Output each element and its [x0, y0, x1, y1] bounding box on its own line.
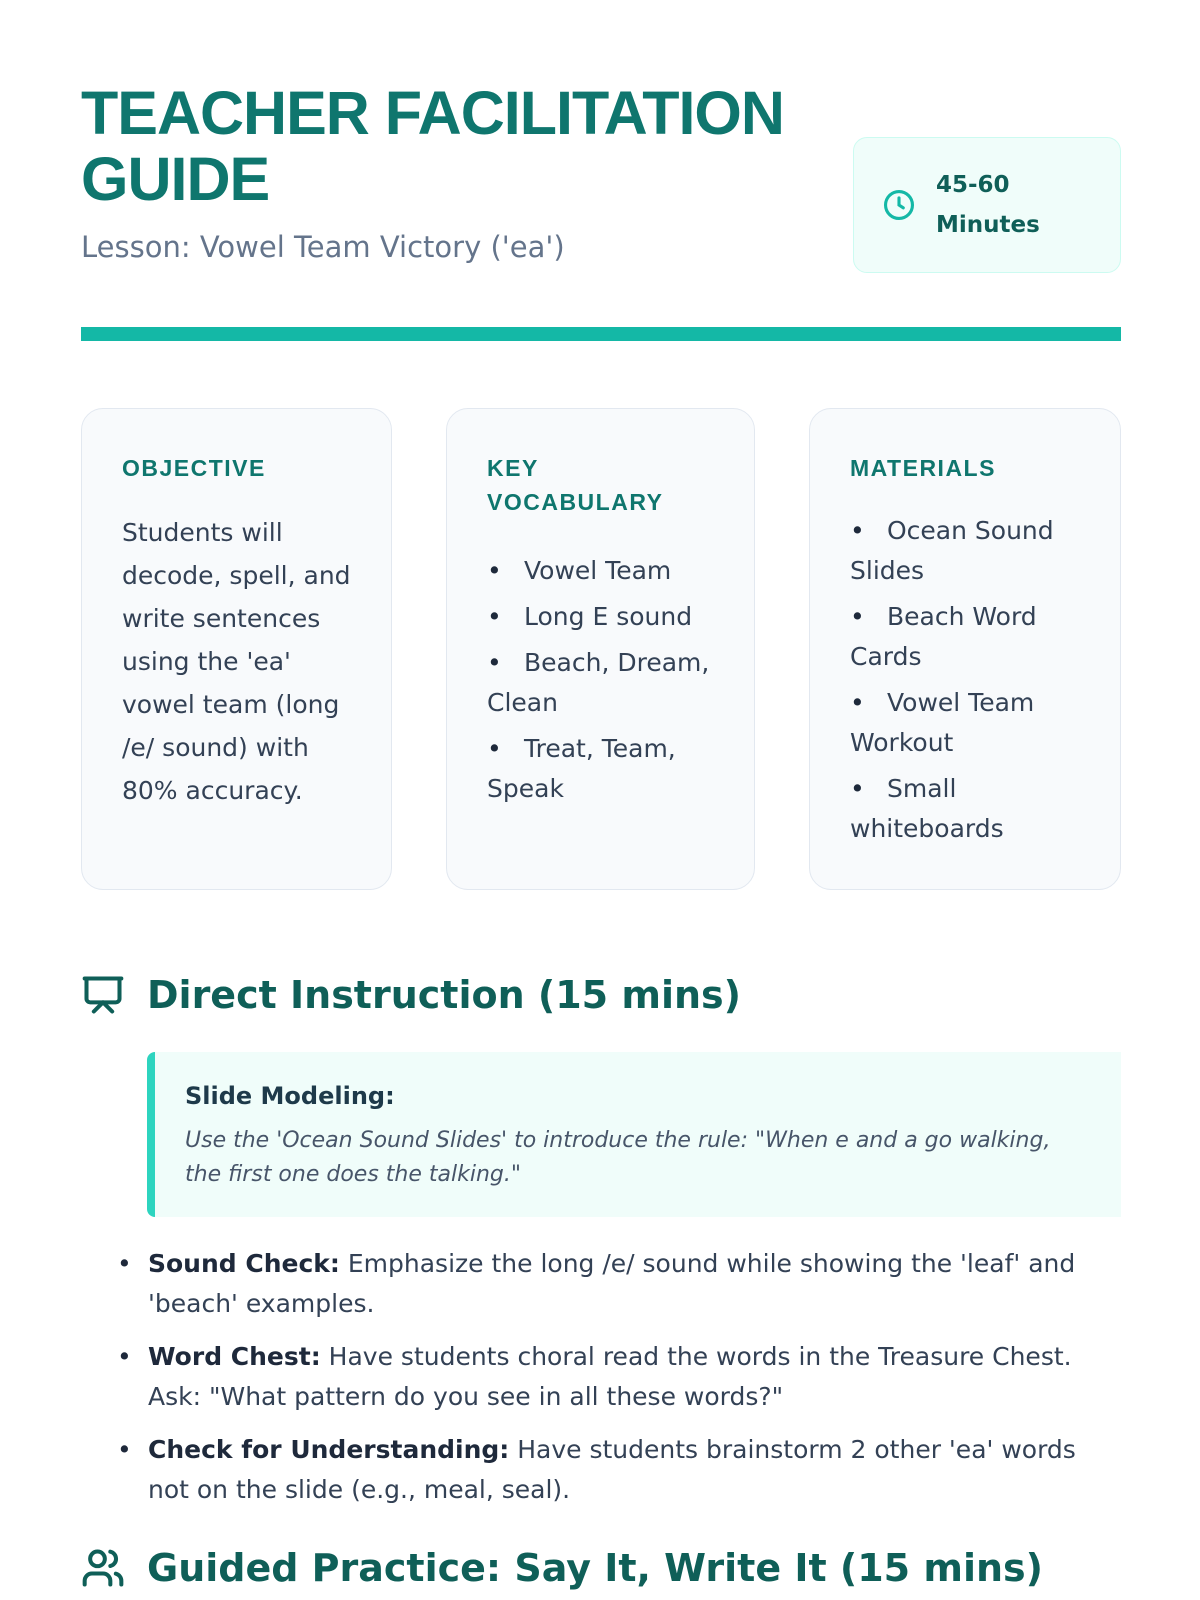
- header-divider: [81, 327, 1121, 341]
- list-item: • Beach Word Cards: [850, 597, 1082, 677]
- list-item: [117, 1430, 1121, 1510]
- step-text: Have students choral read the words in the Treasure Chest. Ask: "What pattern do you see in all these words?": [148, 1342, 1072, 1411]
- list-item: • Long E sound: [487, 597, 716, 637]
- step-label: Sound Check:: [148, 1249, 340, 1278]
- step-label: Word Chest:: [148, 1342, 321, 1371]
- overview-cards: [81, 408, 1121, 890]
- vocabulary-card: [446, 408, 755, 890]
- objective-text: Students will decode, spell, and write sentences using the 'ea' vowel team (long /e/ sound) with 80% accuracy.: [122, 518, 351, 805]
- list-item: [117, 1337, 1121, 1417]
- list-item: • Vowel Team: [487, 551, 716, 591]
- objective-card: [81, 408, 392, 890]
- guided-practice-header: [81, 1546, 1043, 1590]
- lesson-subtitle: Lesson: Vowel Team Victory ('ea'): [81, 230, 565, 264]
- list-item: • Ocean Sound Slides: [850, 511, 1082, 591]
- materials-card: [809, 408, 1121, 890]
- list-item: • Small whiteboards: [850, 769, 1082, 849]
- page-title: TEACHER FACILITATION GUIDE: [81, 79, 784, 213]
- materials-heading: MATERIALS: [850, 455, 996, 481]
- duration-badge: [853, 137, 1121, 273]
- step-text: Have students brainstorm 2 other 'ea' words not on the slide (e.g., meal, seal).: [148, 1435, 1076, 1504]
- page-header: [81, 80, 1121, 264]
- objective-heading: OBJECTIVE: [122, 455, 266, 481]
- vocabulary-list: [487, 551, 716, 809]
- duration-text: 45-60 Minutes: [936, 172, 1040, 238]
- direct-instruction-header: [81, 973, 741, 1017]
- presentation-icon: [81, 973, 125, 1017]
- direct-instruction-title: Direct Instruction (15 mins): [147, 973, 742, 1017]
- instruction-steps: [117, 1244, 1121, 1523]
- guided-practice-title: Guided Practice: Say It, Write It (15 mins): [147, 1546, 1044, 1590]
- callout-title: Slide Modeling:: [185, 1082, 395, 1110]
- step-label: Check for Understanding:: [148, 1435, 510, 1464]
- callout-text: Use the 'Ocean Sound Slides' to introduce the rule: "When e and a go walking, the first one does the talking.": [185, 1128, 1051, 1187]
- list-item: • Vowel Team Workout: [850, 683, 1082, 763]
- slide-modeling-callout: [147, 1052, 1121, 1217]
- clock-icon: [882, 188, 916, 222]
- users-icon: [81, 1546, 125, 1590]
- materials-list: [850, 511, 1082, 849]
- vocabulary-heading: KEY VOCABULARY: [487, 455, 664, 515]
- list-item: [117, 1244, 1121, 1324]
- list-item: • Treat, Team, Speak: [487, 729, 716, 809]
- step-text: Emphasize the long /e/ sound while showing the 'leaf' and 'beach' examples.: [148, 1249, 1076, 1318]
- list-item: • Beach, Dream, Clean: [487, 643, 716, 723]
